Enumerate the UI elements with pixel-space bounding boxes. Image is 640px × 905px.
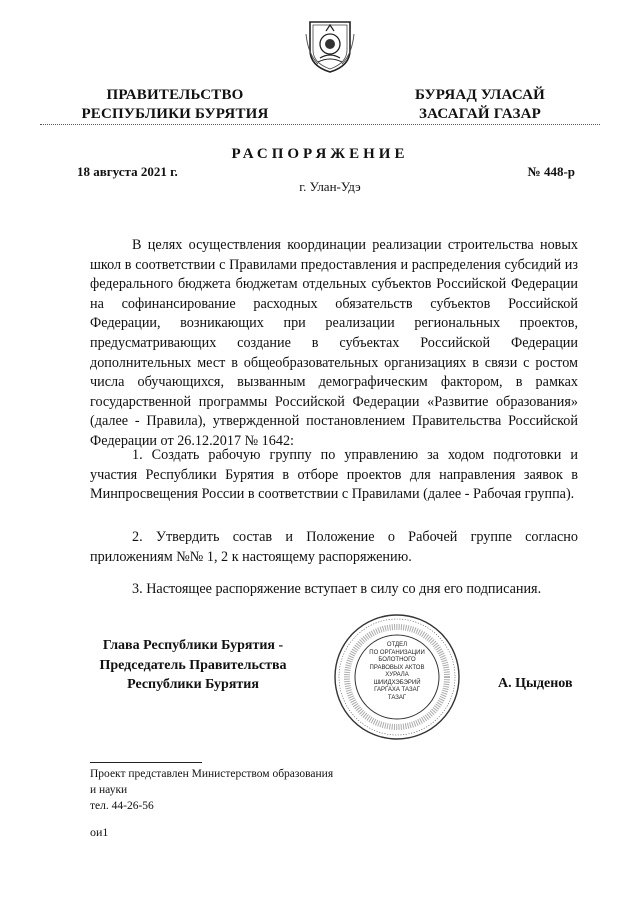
footer-line2: и науки: [90, 784, 128, 796]
item-2-paragraph: 2. Утвердить состав и Положение о Рабочей группе согласно приложениям №№ 1, 2 к настоящему распоряжению.: [90, 529, 578, 565]
footer-note: [90, 766, 333, 814]
seal-line: ПРАВОВЫХ АКТОВ: [369, 664, 425, 671]
item-3-paragraph: 3. Настоящее распоряжение вступает в силу со дня его подписания.: [132, 581, 542, 597]
seal-inner-text: [357, 642, 437, 702]
header-left-line1: ПРАВИТЕЛЬСТВО: [106, 87, 244, 103]
footer-rule: [90, 762, 202, 763]
header-right-line1: БУРЯАД УЛАСАЙ: [414, 87, 546, 103]
seal-line: ХУРАЛА: [385, 672, 409, 678]
footer-line1: Проект представлен Министерством образования: [90, 768, 334, 780]
document-number: № 448-р: [527, 164, 575, 179]
document-city: г. Улан-Удэ: [299, 179, 361, 194]
signatory-position: [84, 636, 302, 695]
header-left: [70, 86, 280, 124]
header-right-line2: ЗАСАГАЙ ГАЗАР: [419, 106, 541, 122]
signatory-position-line1: Глава Республики Бурятия -: [102, 638, 284, 653]
seal-line: ГАРГАХА ТАЗАГ: [374, 687, 420, 693]
seal-line: ШИИДХЭБЭРИЙ: [373, 679, 421, 686]
seal-line: ОТДЕЛ: [386, 642, 408, 648]
signatory-name: А. Цыденов: [498, 676, 573, 691]
footer-line3: тел. 44-26-56: [90, 800, 154, 812]
seal-line: ПО ОРГАНИЗАЦИИ: [369, 649, 425, 656]
intro-paragraph: В целях осуществления координации реализации строительства новых школ в соответствии с Правилами предоставления и распределения субсидий из федерального бюджета бюджетам отдельных субъектов Российской Федерации на софинансирование расходных обязательств субъектов Российской Федерации, возникающих при реализации региональных проектов, предусматривающих создание в субъектах Российской Федерации дополнительных мест в общеобразовательных организациях в связи с ростом числа обучающихся, вызванным демографическим фактором, в рамках государственной программы Российской Федерации «Развитие образования» (далее - Правила), утвержденной постановлением Правительства Российской Федерации от 26.12.2017 № 1642:: [90, 237, 578, 449]
header-divider: [40, 124, 600, 125]
header-right: [380, 86, 580, 124]
item-1-paragraph: 1. Создать рабочую группу по управлению за ходом подготовки и участия Республики Бурятия в отборе проектов для направления заявок в Минпросвещения России в соответствии с Правилами (далее - Рабочая группа).: [90, 447, 578, 503]
document-date: 18 августа 2021 г.: [77, 164, 178, 179]
seal-line: ТАЗАГ: [387, 694, 407, 701]
signatory-position-line2: Председатель Правительства: [99, 657, 287, 673]
official-seal-stamp: [332, 612, 462, 742]
document-code: ои1: [90, 825, 109, 839]
header-left-line2: РЕСПУБЛИКИ БУРЯТИЯ: [81, 106, 269, 122]
signatory-position-line3: Республики Бурятия: [127, 677, 259, 692]
document-title: РАСПОРЯЖЕНИЕ: [231, 146, 409, 162]
coat-of-arms-emblem-icon: [302, 14, 358, 76]
seal-line: БОЛОТНОГО: [378, 657, 416, 663]
